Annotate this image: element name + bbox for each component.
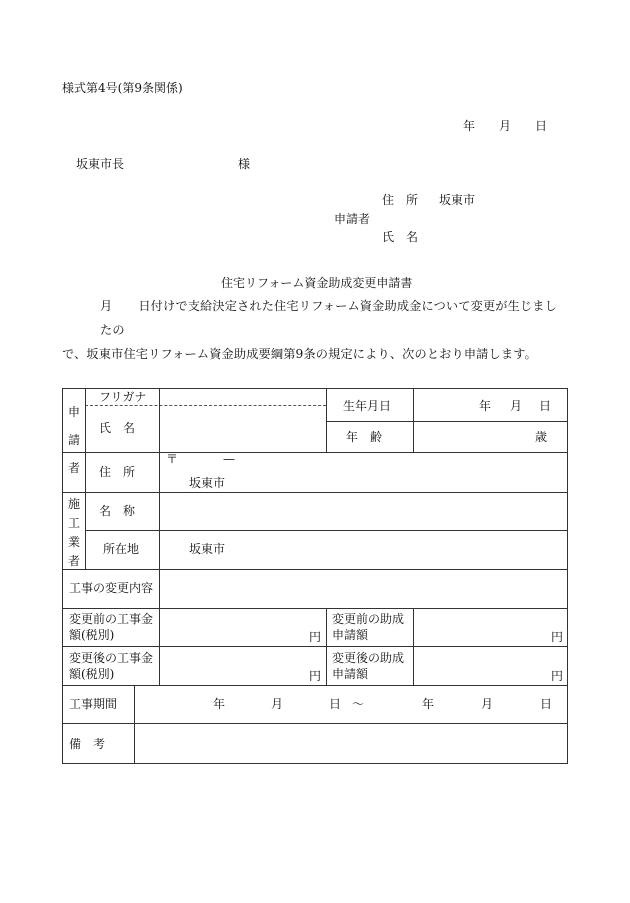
birthdate-month-unit: 月 [510, 399, 523, 413]
period-start-day-unit: 日 [329, 697, 342, 711]
remarks-label: 備 考 [69, 737, 106, 751]
period-start-year-unit: 年 [213, 697, 226, 711]
body-line1: 日付けで支給決定された住宅リフォーム資金助成金について変更が生じましたの [100, 299, 557, 337]
before-subsidy-unit: 円 [551, 630, 564, 644]
contractor-char-4: 者 [67, 554, 80, 568]
contractor-name-label: 名 称 [99, 504, 136, 518]
birthdate-year-unit: 年 [479, 399, 492, 413]
birthdate-label: 生年月日 [343, 399, 392, 413]
after-subsidy-unit: 円 [551, 669, 564, 683]
body-paragraph [62, 294, 568, 366]
applicant-name-label: 氏 名 [382, 230, 419, 244]
period-tilde: 〜 [352, 697, 365, 711]
period-start-month-unit: 月 [271, 697, 284, 711]
body-month: 月 [100, 299, 113, 313]
before-cost-label-line2: 額(税別) [69, 628, 115, 642]
change-content-label: 工事の変更内容 [69, 581, 154, 595]
after-cost-unit: 円 [309, 669, 322, 683]
contractor-location-prefill: 坂東市 [189, 542, 226, 556]
before-cost-label [69, 611, 153, 643]
document-title: 住宅リフォーム資金助成変更申請書 [221, 276, 413, 290]
addressee-honorific: 様 [238, 157, 251, 171]
before-subsidy-label-line2: 申請額 [332, 628, 369, 642]
before-subsidy-label [332, 611, 404, 643]
furigana-label: フリガナ [99, 390, 147, 404]
date-day-unit: 日 [535, 119, 548, 133]
contractor-char-1: 施 [67, 497, 80, 511]
applicant-address-label: 住 所 [382, 193, 419, 207]
postal-mark: 〒 [166, 452, 179, 466]
contractor-char-2: 工 [67, 516, 80, 530]
before-subsidy-label-line1: 変更前の助成 [332, 612, 405, 626]
period-label: 工事期間 [69, 697, 118, 711]
age-unit: 歳 [535, 430, 548, 444]
period-end-month-unit: 月 [481, 697, 494, 711]
contractor-section-label [66, 495, 82, 571]
after-cost-label [69, 650, 153, 682]
after-subsidy-label [332, 650, 404, 682]
name-label: 氏 名 [99, 421, 136, 435]
after-cost-label-line1: 変更後の工事金 [69, 651, 154, 665]
before-cost-label-line1: 変更前の工事金 [69, 612, 154, 626]
applicant-section-label [66, 401, 82, 479]
addressee-mayor: 坂東市長 [76, 157, 125, 171]
postal-dash: — [223, 452, 235, 466]
application-table [62, 388, 568, 764]
after-subsidy-label-line2: 申請額 [332, 667, 369, 681]
address-label: 住 所 [99, 465, 136, 479]
period-end-day-unit: 日 [540, 697, 553, 711]
date-year-unit: 年 [463, 119, 476, 133]
applicant-address-value: 坂東市 [439, 193, 476, 207]
applicant-char-3: 者 [67, 461, 80, 475]
body-line2: で、坂東市住宅リフォーム資金助成要綱第9条の規定により、次のとおり申請します。 [62, 347, 537, 361]
form-number: 様式第4号(第9条関係) [62, 81, 183, 95]
age-label: 年 齢 [346, 430, 383, 444]
before-cost-unit: 円 [309, 630, 322, 644]
address-prefill: 坂東市 [189, 476, 226, 490]
birthdate-day-unit: 日 [539, 399, 552, 413]
after-cost-label-line2: 額(税別) [69, 667, 115, 681]
applicant-char-2: 請 [67, 433, 80, 447]
contractor-char-3: 業 [67, 535, 80, 549]
applicant-label: 申請者 [334, 212, 371, 226]
contractor-location-label: 所在地 [103, 542, 140, 556]
applicant-char-1: 申 [67, 405, 80, 419]
after-subsidy-label-line1: 変更後の助成 [332, 651, 405, 665]
date-month-unit: 月 [499, 119, 512, 133]
period-end-year-unit: 年 [422, 697, 435, 711]
